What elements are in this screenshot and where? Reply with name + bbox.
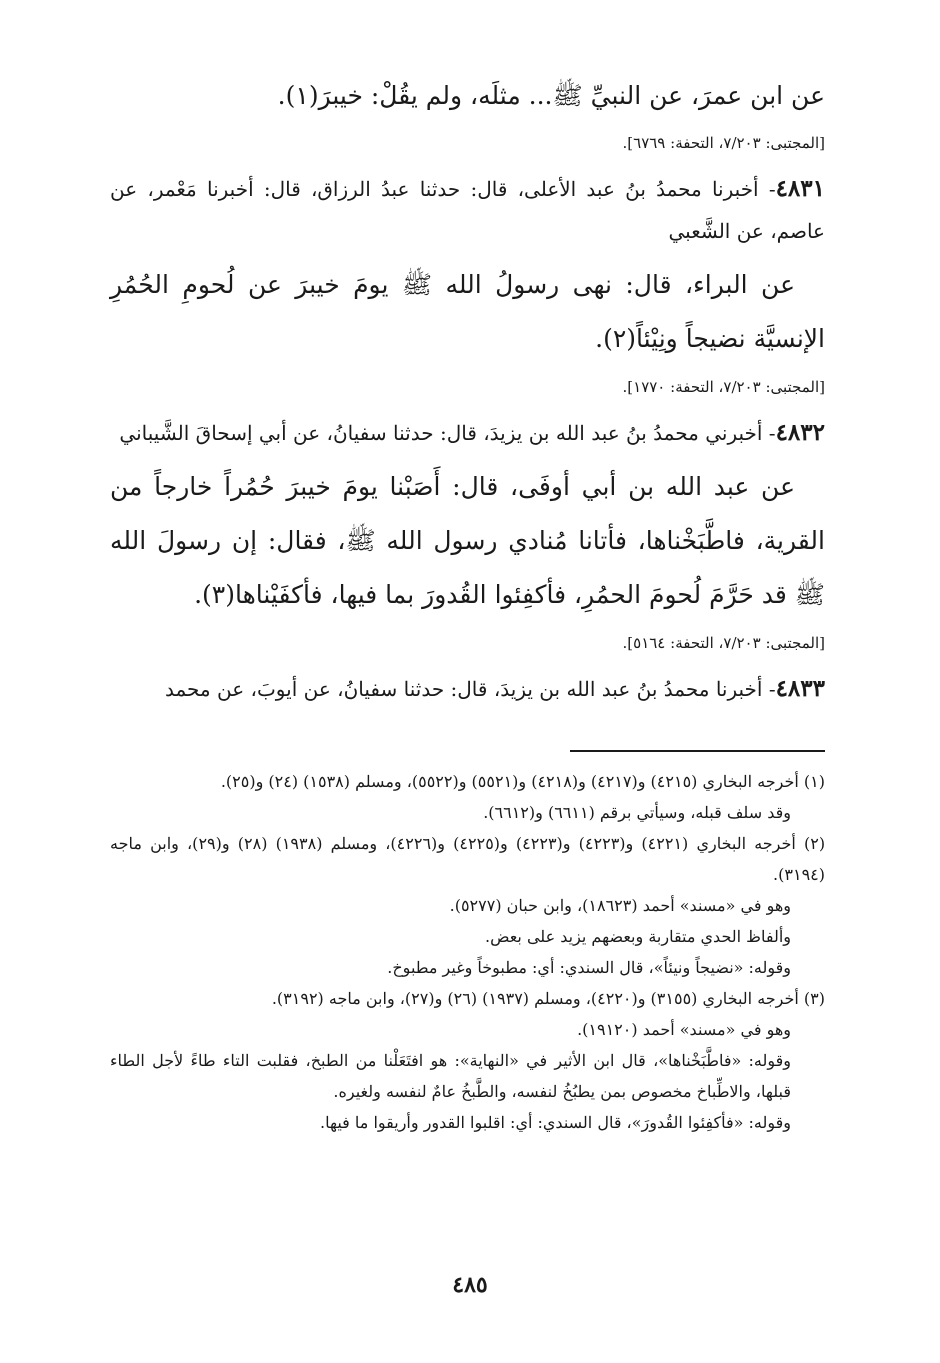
page-body (110, 70, 825, 1138)
page-number: ٤٨٥ (452, 1272, 488, 1298)
footnote-line: وهو في «مسند» أحمد (١٨٦٢٣)، وابن حبان (٥٢٧٧). (449, 896, 791, 915)
footnote-line: وقوله: «نضيجاً ونيئاً»، قال السندي: أي: مطبوخاً وغير مطبوخ. (387, 958, 791, 977)
footnotes (110, 766, 825, 1138)
reference-line: [المجتبى: ٧/٢٠٣، التحفة: ٥١٦٤]. (622, 634, 825, 652)
isnad-4831 (110, 168, 825, 252)
matn-4832: عن عبد الله بن أبي أوفَى، قال: أَصَبْنا يومَ خيبرَ حُمُراً خارجاً من القرية، فاطَّبَخْناها، فأتانا مُنادي رسول الله ﷺ، فقال: إن رسولَ الله ﷺ قد حَرَّمَ لُحومَ الحمُرِ، فأكفِئوا القُدورَ بما فيها، فأكفَيْناها(٣). (110, 472, 825, 609)
footnote-line: (٢) أخرجه البخاري (٤٢٢١) و(٤٢٢٣) و(٤٢٢٣) و(٤٢٢٥) و(٤٢٢٦)، ومسلم (١٩٣٨) (٢٨) و(٢٩)، وابن ماجه (٣١٩٤). (110, 834, 826, 884)
hadith-number: ٤٨٣٣ (775, 675, 825, 702)
footnote-line: وقوله: «فاطَّبَخْناها»، قال ابن الأثير في «النهاية»: هو افتَعَلْنا من الطبخ، فقلبت التاء طاءً لأجل الطاء قبلها، والاطِّباخ مخصوص بمن يطبُخُ لنفسه، والطَّبخُ عامٌ لنفسه ولغيره. (110, 1051, 791, 1101)
footnote-line: وهو في «مسند» أحمد (١٩١٢٠). (577, 1020, 791, 1039)
hadith-number: ٤٨٣٢ (775, 419, 825, 446)
footnote-line: وقد سلف قبله، وسيأتي برقم (٦٦١١) و(٦٦١٢). (483, 803, 791, 822)
isnad-text: - أخبرنا محمدُ بنُ عبد الله بن يزيدَ، قال: حدثنا سفيانُ، عن أيوبَ، عن محمد (164, 677, 776, 701)
isnad-text: - أخبرنا محمدُ بنُ عبد الأعلى، قال: حدثنا عبدُ الرزاق، قال: أخبرنا مَعْمر، عن عاصم، عن الشَّعبي (110, 177, 825, 243)
isnad-4833 (110, 668, 825, 710)
reference-line: [المجتبى: ٧/٢٠٣، التحفة: ٦٧٦٩]. (622, 134, 825, 152)
hadith-number: ٤٨٣١ (775, 175, 825, 202)
footnote-line: وألفاظ الحدي متقاربة وبعضهم يزيد على بعض. (485, 927, 791, 946)
isnad-text: - أخبرني محمدُ بنُ عبد الله بن يزيدَ، قال: حدثنا سفيانُ، عن أبي إسحاقَ الشَّيباني (119, 421, 776, 445)
footnote-line: وقوله: «فأكفِئوا القُدورَ»، قال السندي: أي: اقلبوا القدور وأريقوا ما فيها. (320, 1113, 791, 1132)
footnote-line: (١) أخرجه البخاري (٤٢١٥) و(٤٢١٧) و(٤٢١٨) و(٥٥٢١) و(٥٥٢٢)، ومسلم (١٥٣٨) (٢٤) و(٢٥). (220, 772, 825, 791)
continuation-text: عن ابن عمرَ، عن النبيِّ ﷺ... مثلَه، ولم يقُلْ: خيبرَ(١). (277, 81, 825, 110)
footnote-line: (٣) أخرجه البخاري (٣١٥٥) و(٤٢٢٠)، ومسلم (١٩٣٧) (٢٦) و(٢٧)، وابن ماجه (٣١٩٢). (271, 989, 825, 1008)
reference-line: [المجتبى: ٧/٢٠٣، التحفة: ١٧٧٠]. (622, 378, 825, 396)
isnad-4832 (110, 412, 825, 454)
footnote-divider (570, 750, 825, 752)
matn-4831: عن البراء، قال: نهى رسولُ الله ﷺ يومَ خيبرَ عن لُحومِ الحُمُرِ الإنسيَّة نضيجاً ونِيْئاً(٢). (110, 270, 825, 353)
